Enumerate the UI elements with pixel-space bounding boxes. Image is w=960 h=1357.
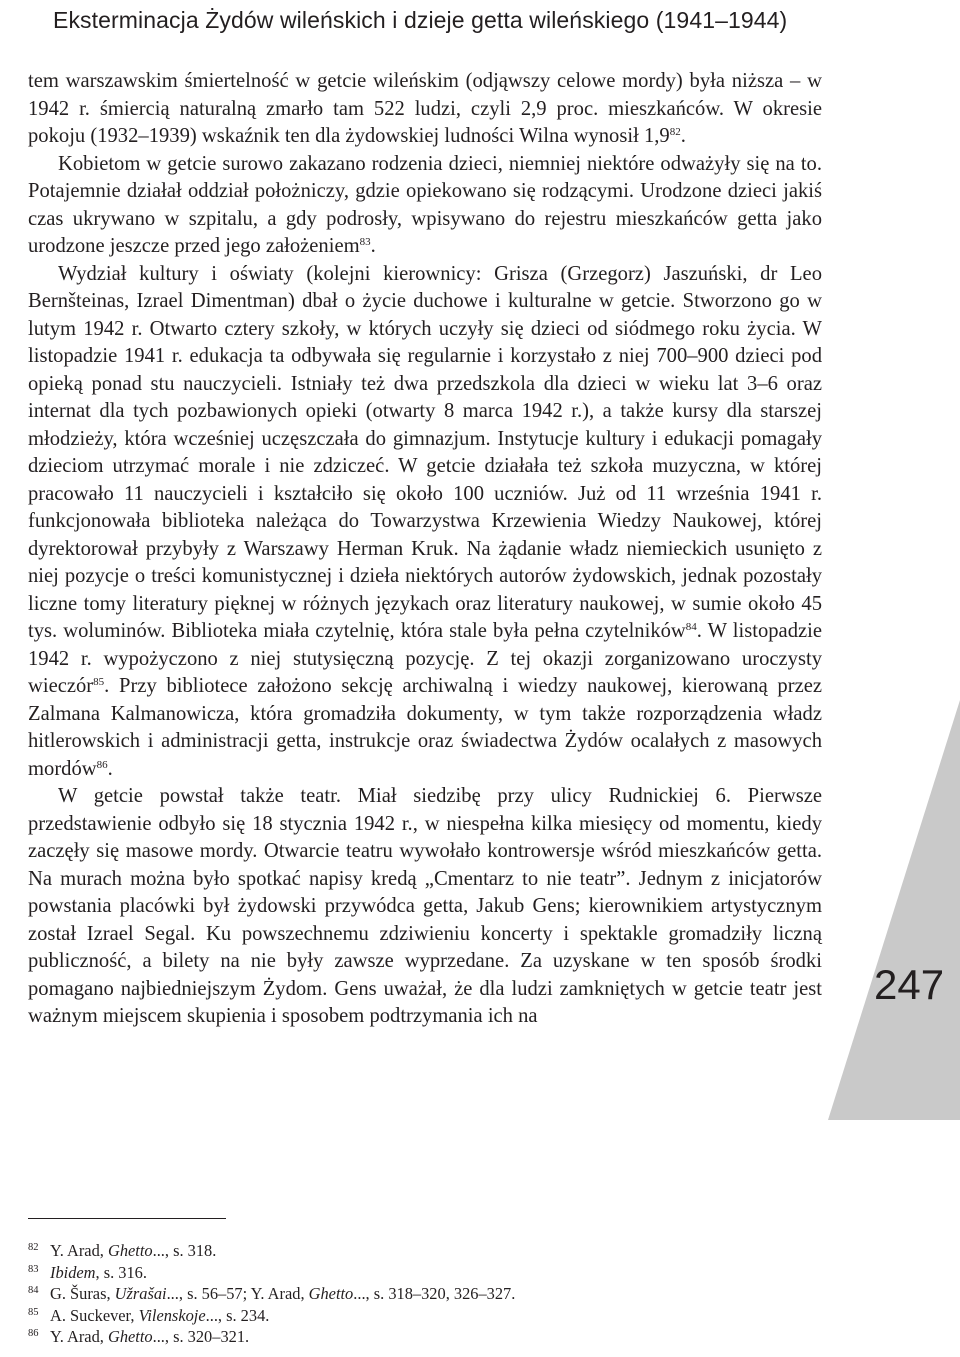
footnote-title: Ghetto xyxy=(107,1241,153,1260)
body-paragraph xyxy=(28,151,822,261)
paragraph-text: W getcie powstał także teatr. Miał siedzibę przy ulicy Rudnickiej 6. Pierwsze przedstawienie odbyło się 18 stycznia 1942 r., w niespełna kilka miesięcy od momentu, kiedy zaczęły się masowe mordy. Otwarcie teatru wywołało kontrowersje wśród mieszkańców getta. Na murach można było spotkać napisy kredą „Cmentarz to nie teatr”. Jednym z inicjatorów powstania placówki był żydowski przywódca getta, Jakub Gens; kierownikiem artystycznym został Izrael Segal. Ku powszechnemu zdziwieniu koncerty i spektakle gromadziły liczną publiczność, a bilety na nie były zawsze wyprzedane. Za uzyskane w ten sposób środki pomagano najbiedniejszym Żydom. Gens uważał, że dla ludzi zamkniętych w getcie teatr jest ważnym miejscem skupienia i sposobem podtrzymania ich na xyxy=(28,785,822,1027)
paragraph-text: . xyxy=(680,125,686,147)
footnote: 86 Y. Arad, Ghetto..., s. 320–321. xyxy=(28,1327,250,1346)
running-head: Eksterminacja Żydów wileńskich i dzieje getta wileńskiego (1941–1944) xyxy=(53,7,788,33)
footnote-text: A. Suckever, xyxy=(50,1305,139,1325)
footnote-title: Užrašai xyxy=(114,1284,167,1303)
paragraph-text: . xyxy=(107,757,113,780)
footnote-divider xyxy=(28,1218,226,1219)
body-paragraph xyxy=(28,783,822,1031)
footnote-text: Y. Arad, xyxy=(50,1241,108,1260)
paragraph-text: Kobietom w getcie surowo zakazano rodzenia dzieci, niemniej niektóre odważyły się na to. Potajemnie działał oddział położniczy, gdzie opiekowano się rodzącymi. Urodzone dzieci jakiś czas ukrywano w szpitalu, a gdy podrosły, wpisywano do rejestru mieszkańców getta jako urodzone jeszcze przed jego założeniem xyxy=(28,152,822,257)
footnote: 85 A. Suckever, Vilenskoje..., s. 234. xyxy=(28,1305,270,1325)
body-paragraph xyxy=(28,261,822,784)
footnotes xyxy=(28,1240,822,1348)
footnote-title: Vilenskoje xyxy=(138,1305,206,1325)
footnote-reference: 86 xyxy=(96,758,108,771)
paragraph-text: . Przy bibliotece założono sekcję archiwalną i wiedzy naukowej, kierowaną przez Zalmana Kalmanowicza, która gromadziła dokumenty, w tym także rozporządzenia władz hitlerowskich i administracji getta, instrukcje oraz świadectwa Żydów ocalałych z masowych mordów xyxy=(28,675,822,780)
footnote-text: ..., s. 56–57; Y. Arad, xyxy=(166,1284,309,1303)
footnote-text: ..., s. 234. xyxy=(205,1305,270,1325)
footnote-text: ..., s. 318. xyxy=(152,1241,217,1260)
footnote-title: Ghetto xyxy=(308,1284,354,1303)
footnote: 84 G. Šuras, Užrašai..., s. 56–57; Y. Arad, Ghetto..., s. 318–320, 326–327. xyxy=(28,1284,516,1303)
footnote-title: Ghetto xyxy=(107,1327,153,1346)
paragraph-text: Wydział kultury i oświaty (kolejni kierownicy: Grisza (Grzegorz) Jaszuński, dr Leo Bernšteinas, Izrael Dimentman) dbał o życie duchowe i kulturalne w getcie. Stworzono go w lutym 1942 r. Otwarto cztery szkoły, w których uczyły się dzieci od siódmego roku życia. W listopadzie 1941 r. edukacja ta odbywała się regularnie i korzystało z niej 700–900 dzieci pod opieką ponad stu nauczycieli. Istniały też dwa przedszkola dla dzieci w wieku lat 3–6 oraz internat dla tych pozbawionych opieki (otwarty 8 marca 1942 r.), a także kursy dla starszej młodzieży, która wcześniej uczęszczała do gimnazjum. Instytucje kultury i edukacji pomagały dzieciom utrzymać morale i nie zdziczeć. W getcie działała też szkoła muzyczna, w której pracowało 11 nauczycieli i kształciło się około 100 uczniów. Już od 11 września 1941 r. funkcjonowała biblioteka należąca do Towarzystwa Krzewienia Wiedzy Naukowej, której dyrektorował przybyły z Warszawy Herman Kruk. Na żądanie władz niemieckich usunięto z niej pozycje o treści komunistycznej i dzieła niektórych autorów żydowskich, jednak pozostały liczne tomy literatury pięknej w różnych językach oraz literatury naukowej, w sumie około 45 tys. woluminów. Biblioteka miała czytelnię, która stale była pełna czytelników xyxy=(28,262,822,642)
footnote-text: ..., s. 318–320, 326–327. xyxy=(353,1284,516,1303)
paragraph-text: tem warszawskim śmiertelność w getcie wileńskim (odjąwszy celowe mordy) była niższa – w 1942 r. śmiercią naturalną zmarło tam 522 ludzi, czyli 2,9 proc. mieszkańców. W okresie pokoju (1932–1939) wskaźnik ten dla żydowskiej ludności Wilna wynosił 1,9 xyxy=(28,70,822,147)
paragraph-text: . W listopadzie 1942 r. wypożyczono z niej stutysięczną pozycję. Z tej okazji zorganizowano uroczysty wieczór xyxy=(28,620,822,697)
footnote-text: Y. Arad, xyxy=(50,1327,108,1346)
footnote-reference: 83 xyxy=(359,236,371,248)
footnote-text: , s. 316. xyxy=(95,1262,147,1282)
footnote-reference: 84 xyxy=(685,621,697,633)
decorative-triangle xyxy=(828,700,960,1120)
body-text xyxy=(28,68,822,1031)
page-number: 247 xyxy=(874,961,945,1008)
footnote-title: Ibidem xyxy=(50,1262,96,1282)
footnote: 82 Y. Arad, Ghetto..., s. 318. xyxy=(28,1241,217,1260)
footnote: 83 Ibidem, s. 316. xyxy=(28,1262,147,1282)
footnote-reference: 85 xyxy=(93,676,105,688)
footnote-text: G. Šuras, xyxy=(50,1284,115,1303)
footnote-text: ..., s. 320–321. xyxy=(152,1327,250,1346)
footnote-reference: 82 xyxy=(669,126,681,138)
paragraph-text: . xyxy=(370,235,376,257)
body-paragraph xyxy=(28,68,822,151)
